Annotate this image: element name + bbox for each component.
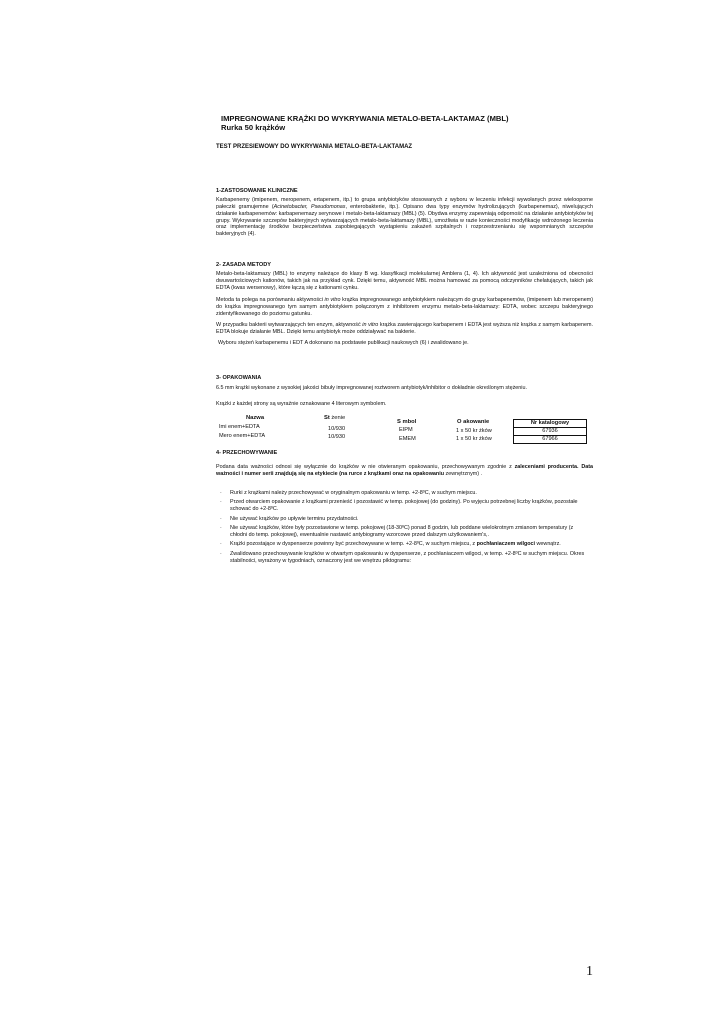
conc-header-b: żenie (329, 415, 346, 421)
list-item (220, 541, 590, 548)
section-4-paragraph (216, 464, 593, 478)
s1-text-c: , enterobakterie, itp.). Opisano dwa typy enzymów hydrolizujących (karbapenemaz), niwelujących działanie karbapenemów: karbapenemazy serynowe i metalo-beta-laktamazy (MBL) (5). Obydwa enzymy zapewniają odporność na działanie antybiotyków tej grupy. Wykrywanie szczepów bakteryjnych wytwarzających metalo-beta-laktamazy (MBL), umożliwia w razie konieczności modyfikację wdrożonego leczenia oraz implementację środków bezpieczeństwa zapobiegających wystąpieniu zakażeń szpitalnych i rozprzestrzenianiu się wspomnianych szczepów bakteryjnych (4). (216, 203, 593, 238)
bullet-text-end: wewnątrz. (535, 541, 561, 548)
s4-text-c: zewnętrznym) . (444, 470, 483, 477)
document-title (221, 114, 621, 132)
table-header-concentration (324, 415, 345, 421)
section-1-paragraph (216, 197, 593, 238)
table-row-2-catalog: 67966 (542, 436, 558, 442)
document-subtitle: TEST PRZESIEWOWY DO WYKRYWANIA METALO-BETA-LAKTAMAZ (216, 144, 413, 150)
section-2-heading: 2- ZASADA METODY (216, 262, 272, 268)
bullet-icon: · (220, 499, 222, 506)
bullet-icon: · (220, 541, 222, 548)
s1-text-a: Karbapenemy (imipenem, meropenem, ertapenem, itp.) to grupa antybiotyków stosowanych z wyboru w leczeniu infekcji wywołanych przez wielooporne pałeczki gramujemne ( (216, 197, 593, 210)
s4-text-bold: zaleceniami producenta. Data ważności i numer serii znajdują się na etykiecie (na rurce z krążkami oraz na opakowaniu (216, 464, 594, 477)
table-row-2-symbol: EMEM (399, 436, 416, 442)
section-4-heading: 4- PRZECHOWYWANIE (216, 450, 278, 456)
table-row-1-concentration: 10/930 (328, 426, 346, 432)
bullet-icon: · (220, 550, 222, 557)
conc-header-a: St (324, 415, 330, 421)
s2p3-italic: in vitro (362, 322, 379, 328)
section-2-paragraph-3 (216, 322, 593, 336)
bullet-text: Rurki z krążkami należy przechowywać w oryginalnym opakowaniu w temp. +2-8ºC, w suchym miejscu. (230, 490, 477, 496)
bullet-icon: · (220, 525, 222, 532)
bullet-text: Nie używać krążków po upływie terminu przydatności. (230, 515, 359, 522)
table-header-packaging: O akowanie (457, 419, 490, 425)
s2p2-text-c: krążka impregnowanego antybiotykiem należącym do grupy karbapenemów, (imipenem lub meropenem) do krążka impregnowanego tym samym antybiotykiem połączonym z inhibitorem enzymu metalo-beta-laktamazy: EDTA, wobec szczepu bakteryjnego zidentyfikowanego do poziomu gatunku. (216, 297, 593, 317)
s2p3-text-c: krążka zawierającego karbapenem i EDTA jest wyższa niż krążka z samym karbapenem. EDTA blokuje działanie MBL. Dzięki temu antybiotyk może oddziaływać na bakterie. (216, 322, 593, 335)
bullet-text-bold: pochłaniaczem wilgoci (476, 541, 536, 548)
table-row-1-symbol: EIPM (399, 427, 413, 433)
table-row-1-catalog: 67936 (514, 428, 586, 436)
page-number: 1 (586, 964, 593, 979)
list-item (220, 490, 590, 497)
table-header-symbol: S mbol (397, 419, 417, 425)
table-row-2-concentration: 10/930 (328, 434, 346, 440)
section-3-paragraph-2: Krążki z każdej strony są wyraźnie oznakowane 4 literowym symbolem. (216, 401, 387, 407)
list-item (220, 499, 590, 513)
catalog-number-box (513, 419, 587, 444)
table-row-2-name: Mero enem+EDTA (219, 433, 266, 439)
s2p3-text-a: W przypadku bakterii wytwarzających ten enzym, aktywność (216, 322, 363, 328)
table-row-1-name: Imi enem+EDTA (219, 424, 260, 430)
section-1-heading: 1-ZASTOSOWANIE KLINICZNE (216, 188, 298, 194)
table-header-catalog: Nr katalogowy (514, 420, 586, 428)
table-row-1-packaging: 1 x 50 kr żków (456, 428, 492, 434)
title-line-1: IMPREGNOWANE KRĄŻKI DO WYKRYWANIA METALO-BETA-LAKTAMAZ (MBL) (221, 114, 509, 123)
s1-text-italic: Acinetobacter, Pseudomonas (273, 203, 346, 210)
section-2-paragraph-4: Wyboru stężeń karbapenemu i EDT A dokonano na podstawie publikacji naukowych (6) i zwalidowano je. (218, 340, 469, 346)
storage-bullet-list (220, 490, 590, 567)
section-3-heading: 3- OPAKOWANIA (216, 375, 262, 381)
section-2-paragraph-2 (216, 297, 593, 318)
title-line-2: Rurka 50 krążków (221, 123, 286, 132)
section-3-paragraph-1: 6.5 mm krążki wykonane z wysokiej jakości bibuły impregnowanej roztworem antybiotyk/inhibitor o dokładnie określonym stężeniu. (216, 385, 527, 391)
bullet-icon: · (220, 490, 222, 496)
table-header-name: Nazwa (246, 415, 265, 421)
section-2-paragraph-1: Metalo-beta-laktamazy (MBL) to enzymy należące do klasy B wg. klasyfikacji molekularnej Amblera (1, 4). Ich aktywność jest uzależniona od obecności dwuwartościowych kationów, takich jak na przykład cynk. Dzięki temu, aktywność MBL można hamować za pomocą odczynników chelatujących, takich jak EDTA (kwas wersenowy), które łączą się z kationami cynku. (216, 271, 593, 291)
list-item (220, 516, 590, 523)
list-item (220, 551, 590, 565)
bullet-text: Przed otwarciem opakowanie z krążkami przenieść i pozostawić w temp. pokojowej (do godziny). Po wyjęciu potrzebnej liczby krążków, pozostałe schować do +2-8ºC. (230, 499, 578, 513)
bullet-text: Zwalidowano przechowywanie krążków w otwartym opakowaniu w dyspenserze, z pochłaniaczem wilgoci, w temp. +2-8ºC w suchym miejscu. Okres stabilności, wyrażony w tygodniach, oznaczony jest we wnętrzu piktogramu: (230, 550, 585, 564)
s2p2-text-a: Metoda ta polega na porównaniu aktywności (216, 297, 325, 303)
list-item (220, 525, 590, 539)
s2p2-italic: in vitro (324, 297, 341, 303)
table-row-2-packaging: 1 x 50 kr żków (456, 436, 492, 442)
bullet-text: Nie używać krążków, które były pozostawione w temp. pokojowej (18-30ºC) ponad 8 godzin, lub poddane wielokrotnym zmianom temperatury (z chłodni do temp. pokojowej), ewentualnie nastawić antybiogramy wzorcowe przed dalszym użytkowaniem's,. (230, 525, 574, 538)
s4-text-a: Podana data ważności odnosi się wyłącznie do krążków w nie otwieranym opakowaniu, przechowywanym zgodnie z (216, 464, 515, 470)
bullet-icon: · (220, 515, 222, 522)
bullet-text: Krążki pozostające w dyspenserze powinny być przechowywane w temp. +2-8ºC, w suchym miejscu, z (230, 541, 477, 548)
